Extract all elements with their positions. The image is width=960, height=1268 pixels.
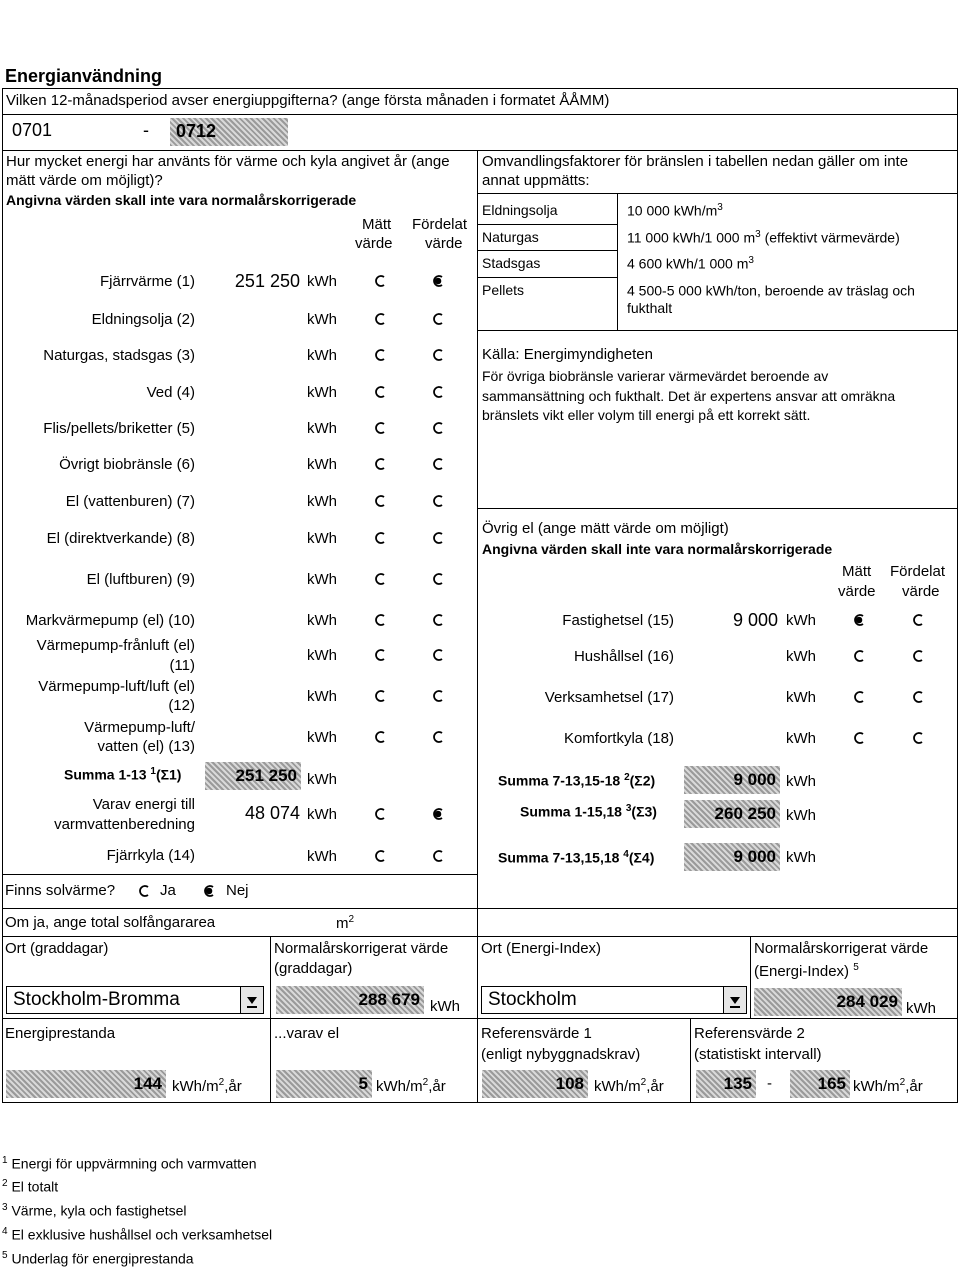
solar-area-unit: $m^2$: [336, 914, 355, 932]
factor-value: 11 000 kWh/1 000 $m^3$ (effektivt värmevärde): [627, 229, 900, 246]
measured-radio[interactable]: [374, 458, 386, 470]
chevron-down-icon[interactable]: [240, 987, 263, 1013]
sum2-value: 9 000: [733, 770, 776, 789]
norm-grad-value: 288 679: [358, 990, 420, 1009]
ref2-low-value: 135: [723, 1074, 752, 1093]
sum4-value: 9 000: [733, 847, 776, 866]
norm-grad-label-1: Normalårskorrigerat värde: [274, 940, 449, 957]
solar-nej-radio[interactable]: [203, 885, 215, 897]
district-cooling-unit: kWh: [307, 848, 337, 865]
period-start-input[interactable]: 0701: [12, 120, 53, 140]
ref1-label-2: (enligt nybyggnadskrav): [481, 1046, 641, 1063]
hp-luftluft-label-1: Värmepump-luft/luft (el): [38, 678, 195, 695]
sum3-value: 260 250: [714, 804, 776, 823]
district-cooling-label: Fjärrkyla (14): [106, 847, 195, 864]
factor-value: 10 000 kWh/$m^3$: [627, 202, 723, 219]
measured-radio[interactable]: [374, 349, 386, 361]
footnote: $^5$ Underlag för energiprestanda: [2, 1250, 194, 1267]
row-label: Fjärrvärme (1): [99, 273, 195, 290]
row-unit: kWh: [307, 612, 337, 629]
row-label: Ved (4): [146, 384, 195, 401]
col-ford-1: Fördelat: [412, 216, 468, 233]
distributed-radio[interactable]: [432, 573, 444, 585]
distributed-radio[interactable]: [432, 850, 444, 862]
row-label: Flis/pellets/briketter (5): [43, 420, 195, 437]
varav-el-value: 5: [358, 1074, 368, 1093]
r-col-ford-1: Fördelat: [890, 563, 946, 580]
hp-franluft-label-2: (11): [169, 657, 195, 674]
row-label: El (luftburen) (9): [86, 571, 195, 588]
col-matt-1: Mätt: [362, 216, 392, 233]
row-unit: kWh: [307, 311, 337, 328]
source-line: Källa: Energimyndigheten: [482, 346, 653, 363]
distributed-radio[interactable]: [432, 690, 444, 702]
ort-ei-dropdown[interactable]: [481, 986, 747, 1014]
factor-value: 4 500-5 000 kWh/ton, beroende av träslag och: [627, 282, 915, 299]
energiprestanda-unit: kWh/$m^2,år$: [172, 1077, 242, 1095]
measured-radio[interactable]: [374, 313, 386, 325]
pellets-cont: fukthalt: [627, 300, 673, 316]
row-unit: kWh: [307, 384, 337, 401]
distributed-radio[interactable]: [432, 422, 444, 434]
solar-nej-label: Nej: [226, 882, 249, 899]
measured-radio[interactable]: [853, 650, 865, 662]
left-note: Angivna värden skall inte vara normalårskorrigerade: [6, 192, 357, 208]
factor-fuel: Eldningsolja: [482, 202, 558, 218]
distributed-radio[interactable]: [912, 732, 924, 744]
r-col-ford-2: värde: [902, 583, 940, 600]
norm-ei-unit: kWh: [906, 1000, 936, 1017]
sum3-label: Summa 1-15,18 $^3$(Σ3): [520, 803, 657, 820]
hotwater-unit: kWh: [307, 806, 337, 823]
distributed-radio[interactable]: [432, 614, 444, 626]
hp-luftluft-unit: kWh: [307, 688, 337, 705]
measured-radio[interactable]: [374, 614, 386, 626]
ref1-value: 108: [555, 1074, 584, 1093]
row-label: Hushållsel (16): [573, 648, 674, 665]
measured-radio[interactable]: [853, 614, 865, 626]
ort-ei-label: Ort (Energi-Index): [481, 940, 602, 957]
ref1-label-1: Referensvärde 1: [481, 1025, 592, 1042]
solar-ja-label: Ja: [160, 882, 176, 899]
row-label: Fastighetsel (15): [562, 612, 674, 629]
row-unit: kWh: [307, 530, 337, 547]
distributed-radio[interactable]: [432, 458, 444, 470]
row-value-input[interactable]: 251 250: [234, 271, 300, 291]
footnote: $^2$ El totalt: [2, 1178, 59, 1195]
row-unit: kWh: [786, 612, 816, 629]
distributed-radio[interactable]: [432, 731, 444, 743]
sum2-unit: kWh: [786, 773, 816, 790]
row-value-input[interactable]: 9 000: [732, 610, 778, 630]
norm-ei-label-2: (Energi-Index) $^5$: [754, 962, 859, 980]
bio-note-3: bränslets vikt eller volym till energi på ett korrekt sätt.: [482, 407, 811, 423]
row-label: Övrigt biobränsle (6): [59, 456, 195, 473]
measured-radio[interactable]: [853, 691, 865, 703]
hp-franluft-unit: kWh: [307, 647, 337, 664]
distributed-radio[interactable]: [912, 650, 924, 662]
col-ford-2: värde: [425, 235, 463, 252]
ort-grad-dropdown[interactable]: [6, 986, 264, 1014]
distributed-radio[interactable]: [432, 808, 444, 820]
distributed-radio[interactable]: [432, 275, 444, 287]
norm-ei-value: 284 029: [836, 992, 898, 1011]
sum3-unit: kWh: [786, 807, 816, 824]
hp-franluft-label-1: Värmepump-frånluft (el): [36, 637, 195, 654]
row-unit: kWh: [307, 273, 337, 290]
distributed-radio[interactable]: [912, 691, 924, 703]
row-label: El (vattenburen) (7): [65, 493, 195, 510]
measured-radio[interactable]: [374, 649, 386, 661]
hp-luftluft-label-2: (12): [168, 697, 195, 714]
other-el-note: Angivna värden skall inte vara normalårskorrigerade: [482, 541, 833, 557]
ref2-label-2: (statistiskt intervall): [694, 1046, 822, 1063]
measured-radio[interactable]: [374, 731, 386, 743]
measured-radio[interactable]: [374, 422, 386, 434]
measured-radio[interactable]: [374, 495, 386, 507]
energiprestanda-value: 144: [133, 1074, 162, 1093]
varav-el-unit: kWh/$m^2,år$: [376, 1077, 446, 1095]
row-label: Naturgas, stadsgas (3): [43, 347, 195, 364]
distributed-radio[interactable]: [432, 386, 444, 398]
footnote: $^1$ Energi för uppvärmning och varmvatten: [2, 1155, 257, 1172]
sum1-label: Summa 1-13 $^1$(Σ1): [64, 766, 182, 783]
col-matt-2: värde: [355, 235, 393, 252]
row-label: El (direktverkande) (8): [46, 530, 195, 547]
measured-radio[interactable]: [374, 690, 386, 702]
footnote: $^3$ Värme, kyla och fastighetsel: [2, 1202, 187, 1219]
period-question: Vilken 12-månadsperiod avser energiuppgifterna? (ange första månaden i formatet ÅÅMM): [6, 92, 610, 109]
measured-radio[interactable]: [374, 275, 386, 287]
factor-value: 4 600 kWh/1 000 $m^3$: [627, 255, 754, 272]
ort-ei-value: Stockholm: [488, 989, 577, 1010]
solar-ja-radio[interactable]: [138, 885, 150, 897]
norm-grad-label-2: (graddagar): [274, 960, 353, 977]
distributed-radio[interactable]: [912, 614, 924, 626]
row-unit: kWh: [307, 347, 337, 364]
ref2-unit: kWh/$m^2,år$: [853, 1077, 923, 1095]
measured-radio[interactable]: [374, 808, 386, 820]
bio-note-1: För övriga biobränsle varierar värmevärdet beroende av: [482, 368, 829, 384]
row-unit: kWh: [786, 689, 816, 706]
left-question-2: mätt värde om möjligt)?: [6, 172, 163, 189]
hp-luftvatten-label-2: vatten (el) (13): [97, 738, 195, 755]
row-label: Verksamhetsel (17): [544, 689, 674, 706]
left-question-1: Hur mycket energi har använts för värme och kyla angivet år (ange: [6, 153, 450, 170]
solar-question: Finns solvärme?: [5, 882, 116, 899]
period-dash: -: [143, 120, 149, 140]
sum2-label: Summa 7-13,15-18 $^2$(Σ2): [498, 772, 656, 789]
sum4-unit: kWh: [786, 849, 816, 866]
distributed-radio[interactable]: [432, 349, 444, 361]
varav-el-label: ...varav el: [274, 1025, 340, 1042]
hotwater-label-2: varmvattenberedning: [54, 816, 195, 833]
ref2-label-1: Referensvärde 2: [694, 1025, 805, 1042]
bio-note-2: sammansättning och fukthalt. Det är expertens ansvar att omräkna: [482, 388, 896, 404]
distributed-radio[interactable]: [432, 649, 444, 661]
r-col-matt-2: värde: [838, 583, 876, 600]
other-el-label: Övrig el (ange mätt värde om möjligt): [482, 520, 729, 537]
row-unit: kWh: [786, 648, 816, 665]
row-label: Komfortkyla (18): [563, 730, 674, 747]
distributed-radio[interactable]: [432, 495, 444, 507]
measured-radio[interactable]: [853, 732, 865, 744]
row-label: Markvärmepump (el) (10): [25, 612, 195, 629]
row-unit: kWh: [307, 571, 337, 588]
hotwater-label-1: Varav energi till: [92, 796, 195, 813]
page-title: Energianvändning: [5, 66, 163, 86]
hotwater-value[interactable]: 48 074: [244, 803, 300, 823]
period-end-input[interactable]: 0712: [176, 121, 217, 141]
measured-radio[interactable]: [374, 850, 386, 862]
ort-grad-label: Ort (graddagar): [5, 940, 109, 957]
factor-fuel: Stadsgas: [482, 255, 541, 271]
distributed-radio[interactable]: [432, 313, 444, 325]
norm-ei-label-1: Normalårskorrigerat värde: [754, 940, 929, 957]
solar-area-label: Om ja, ange total solfångararea: [5, 914, 216, 931]
footnote: $^4$ El exklusive hushållsel och verksamhetsel: [2, 1226, 273, 1243]
row-unit: kWh: [786, 730, 816, 747]
measured-radio[interactable]: [374, 573, 386, 585]
sum1-unit: kWh: [307, 771, 337, 788]
row-label: Eldningsolja (2): [91, 311, 195, 328]
factors-header-1: Omvandlingsfaktorer för bränslen i tabellen nedan gäller om inte: [482, 153, 909, 170]
ref2-dash: -: [767, 1075, 772, 1092]
factor-fuel: Pellets: [482, 282, 525, 298]
hp-luftvatten-unit: kWh: [307, 729, 337, 746]
norm-grad-unit: kWh: [430, 998, 460, 1015]
r-col-matt-1: Mätt: [842, 563, 872, 580]
distributed-radio[interactable]: [432, 532, 444, 544]
ref1-unit: kWh/$m^2,år$: [594, 1077, 664, 1095]
row-unit: kWh: [307, 493, 337, 510]
measured-radio[interactable]: [374, 532, 386, 544]
measured-radio[interactable]: [374, 386, 386, 398]
sum4-label: Summa 7-13,15,18 $^4$(Σ4): [498, 849, 655, 866]
chevron-down-icon[interactable]: [723, 987, 746, 1013]
ort-grad-value: Stockholm-Bromma: [13, 989, 180, 1010]
energiprestanda-label: Energiprestanda: [5, 1025, 116, 1042]
factors-header-2: annat uppmätts:: [482, 172, 590, 189]
row-unit: kWh: [307, 456, 337, 473]
ref2-high-value: 165: [817, 1074, 846, 1093]
factor-fuel: Naturgas: [482, 229, 539, 245]
row-unit: kWh: [307, 420, 337, 437]
hp-luftvatten-label-1: Värmepump-luft/: [84, 719, 195, 736]
sum1-value: 251 250: [235, 766, 297, 785]
